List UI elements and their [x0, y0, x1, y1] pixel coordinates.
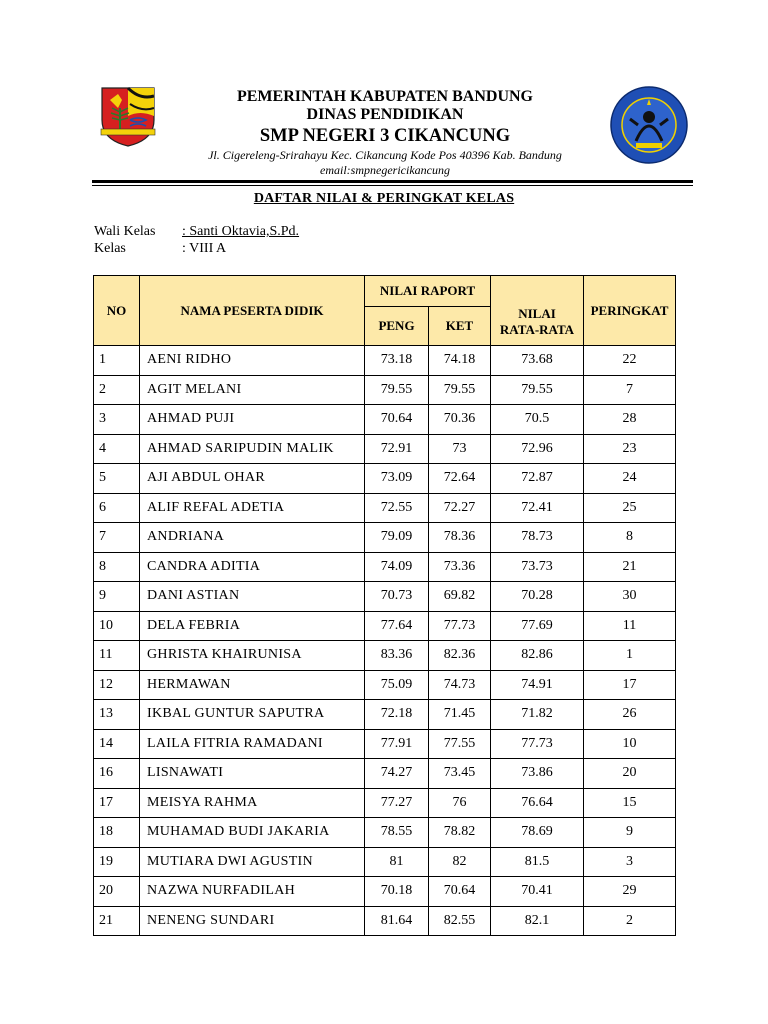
cell-no: 8: [94, 552, 140, 582]
cell-average: 72.87: [491, 464, 584, 494]
cell-peng: 70.73: [365, 582, 429, 612]
cell-ket: 82.36: [429, 641, 491, 671]
cell-student-name: AJI ABDUL OHAR: [140, 464, 365, 494]
table-row: [94, 788, 676, 818]
cell-student-name: GHRISTA KHAIRUNISA: [140, 641, 365, 671]
table-row: [94, 670, 676, 700]
homeroom-teacher-value: : Santi Oktavia,S.Pd.: [182, 224, 300, 239]
cell-average: 73.86: [491, 759, 584, 789]
cell-peng: 79.55: [365, 375, 429, 405]
cell-no: 4: [94, 434, 140, 464]
col-header-ket: KET: [429, 307, 491, 346]
table-row: [94, 493, 676, 523]
cell-student-name: DELA FEBRIA: [140, 611, 365, 641]
cell-rank: 17: [584, 670, 676, 700]
cell-rank: 1: [584, 641, 676, 671]
cell-no: 6: [94, 493, 140, 523]
homeroom-teacher-label: Wali Kelas: [94, 224, 156, 239]
cell-rank: 30: [584, 582, 676, 612]
class-row: [94, 241, 226, 257]
school-email: email:smpnegericikancung: [320, 163, 450, 177]
cell-ket: 77.73: [429, 611, 491, 641]
table-row: [94, 847, 676, 877]
cell-ket: 70.36: [429, 405, 491, 435]
cell-student-name: MUTIARA DWI AGUSTIN: [140, 847, 365, 877]
cell-no: 14: [94, 729, 140, 759]
col-header-rank: PERINGKAT: [584, 276, 676, 346]
school-address: Jl. Cigereleng-Srirahayu Kec. Cikancung Kode Pos 40396 Kab. Bandung: [208, 148, 562, 162]
cell-ket: 79.55: [429, 375, 491, 405]
cell-no: 12: [94, 670, 140, 700]
cell-rank: 22: [584, 346, 676, 376]
cell-ket: 74.18: [429, 346, 491, 376]
cell-no: 11: [94, 641, 140, 671]
table-row: [94, 582, 676, 612]
cell-student-name: AHMAD PUJI: [140, 405, 365, 435]
class-label: Kelas: [94, 241, 126, 256]
cell-no: 18: [94, 818, 140, 848]
cell-peng: 70.64: [365, 405, 429, 435]
cell-no: 5: [94, 464, 140, 494]
table-row: [94, 877, 676, 907]
col-header-average-line1: NILAI: [518, 305, 556, 321]
cell-student-name: CANDRA ADITIA: [140, 552, 365, 582]
cell-ket: 69.82: [429, 582, 491, 612]
col-header-name: NAMA PESERTA DIDIK: [140, 276, 365, 346]
cell-peng: 73.18: [365, 346, 429, 376]
cell-ket: 78.36: [429, 523, 491, 553]
cell-rank: 11: [584, 611, 676, 641]
government-name: PEMERINTAH KABUPATEN BANDUNG: [236, 88, 533, 105]
class-value: : VIII A: [182, 241, 227, 256]
cell-no: 16: [94, 759, 140, 789]
table-row: [94, 375, 676, 405]
letterhead: [130, 88, 640, 178]
cell-student-name: DANI ASTIAN: [140, 582, 365, 612]
cell-average: 73.68: [491, 346, 584, 376]
table-row: [94, 523, 676, 553]
cell-average: 77.73: [491, 729, 584, 759]
cell-average: 74.91: [491, 670, 584, 700]
cell-peng: 72.18: [365, 700, 429, 730]
cell-peng: 81.64: [365, 906, 429, 936]
col-header-nilai-raport: NILAI RAPORT: [365, 276, 491, 307]
cell-no: 17: [94, 788, 140, 818]
cell-rank: 7: [584, 375, 676, 405]
cell-peng: 74.09: [365, 552, 429, 582]
cell-no: 7: [94, 523, 140, 553]
table-row: [94, 759, 676, 789]
table-row: [94, 906, 676, 936]
cell-no: 10: [94, 611, 140, 641]
cell-student-name: ANDRIANA: [140, 523, 365, 553]
cell-student-name: HERMAWAN: [140, 670, 365, 700]
table-row: [94, 729, 676, 759]
cell-student-name: AHMAD SARIPUDIN MALIK: [140, 434, 365, 464]
col-header-average: [491, 276, 584, 346]
cell-average: 70.41: [491, 877, 584, 907]
cell-student-name: MUHAMAD BUDI JAKARIA: [140, 818, 365, 848]
table-row: [94, 818, 676, 848]
cell-average: 70.28: [491, 582, 584, 612]
cell-peng: 77.27: [365, 788, 429, 818]
table-row: [94, 641, 676, 671]
cell-rank: 3: [584, 847, 676, 877]
cell-rank: 10: [584, 729, 676, 759]
cell-student-name: AGIT MELANI: [140, 375, 365, 405]
cell-rank: 20: [584, 759, 676, 789]
school-name: SMP NEGERI 3 CIKANCUNG: [259, 126, 511, 146]
cell-ket: 72.27: [429, 493, 491, 523]
cell-average: 79.55: [491, 375, 584, 405]
cell-ket: 76: [429, 788, 491, 818]
cell-peng: 83.36: [365, 641, 429, 671]
cell-average: 82.86: [491, 641, 584, 671]
cell-rank: 21: [584, 552, 676, 582]
cell-average: 76.64: [491, 788, 584, 818]
cell-average: 77.69: [491, 611, 584, 641]
cell-no: 3: [94, 405, 140, 435]
agency-name: DINAS PENDIDIKAN: [306, 106, 464, 123]
cell-ket: 77.55: [429, 729, 491, 759]
cell-ket: 73: [429, 434, 491, 464]
cell-student-name: MEISYA RAHMA: [140, 788, 365, 818]
cell-rank: 23: [584, 434, 676, 464]
cell-peng: 72.91: [365, 434, 429, 464]
col-header-peng: PENG: [365, 307, 429, 346]
cell-peng: 72.55: [365, 493, 429, 523]
cell-student-name: LAILA FITRIA RAMADANI: [140, 729, 365, 759]
cell-average: 81.5: [491, 847, 584, 877]
cell-rank: 25: [584, 493, 676, 523]
cell-rank: 8: [584, 523, 676, 553]
cell-no: 2: [94, 375, 140, 405]
cell-peng: 77.64: [365, 611, 429, 641]
cell-average: 70.5: [491, 405, 584, 435]
cell-peng: 74.27: [365, 759, 429, 789]
cell-rank: 2: [584, 906, 676, 936]
letterhead-rule-thick: [92, 180, 693, 183]
homeroom-teacher-row: [94, 224, 299, 240]
cell-ket: 73.45: [429, 759, 491, 789]
cell-no: 20: [94, 877, 140, 907]
cell-average: 73.73: [491, 552, 584, 582]
cell-rank: 24: [584, 464, 676, 494]
cell-average: 78.73: [491, 523, 584, 553]
cell-peng: 78.55: [365, 818, 429, 848]
cell-ket: 73.36: [429, 552, 491, 582]
grades-table-body: [94, 346, 676, 936]
cell-ket: 78.82: [429, 818, 491, 848]
cell-average: 72.41: [491, 493, 584, 523]
cell-rank: 28: [584, 405, 676, 435]
cell-peng: 73.09: [365, 464, 429, 494]
cell-student-name: IKBAL GUNTUR SAPUTRA: [140, 700, 365, 730]
document-title: DAFTAR NILAI & PERINGKAT KELAS: [253, 191, 515, 206]
table-row: [94, 700, 676, 730]
col-header-average-line2: RATA-RATA: [499, 321, 575, 337]
table-row: [94, 346, 676, 376]
cell-ket: 72.64: [429, 464, 491, 494]
letterhead-rule-thin: [92, 185, 693, 186]
cell-rank: 15: [584, 788, 676, 818]
cell-no: 21: [94, 906, 140, 936]
cell-peng: 70.18: [365, 877, 429, 907]
cell-average: 78.69: [491, 818, 584, 848]
cell-rank: 9: [584, 818, 676, 848]
cell-average: 82.1: [491, 906, 584, 936]
grades-table: [93, 275, 676, 936]
cell-ket: 70.64: [429, 877, 491, 907]
cell-average: 71.82: [491, 700, 584, 730]
cell-student-name: NENENG SUNDARI: [140, 906, 365, 936]
cell-student-name: NAZWA NURFADILAH: [140, 877, 365, 907]
cell-student-name: ALIF REFAL ADETIA: [140, 493, 365, 523]
cell-ket: 74.73: [429, 670, 491, 700]
col-header-no: NO: [94, 276, 140, 346]
table-row: [94, 434, 676, 464]
cell-average: 72.96: [491, 434, 584, 464]
cell-student-name: LISNAWATI: [140, 759, 365, 789]
cell-peng: 79.09: [365, 523, 429, 553]
cell-ket: 82.55: [429, 906, 491, 936]
table-row: [94, 611, 676, 641]
cell-peng: 81: [365, 847, 429, 877]
cell-no: 19: [94, 847, 140, 877]
cell-ket: 71.45: [429, 700, 491, 730]
cell-no: 9: [94, 582, 140, 612]
cell-no: 13: [94, 700, 140, 730]
cell-no: 1: [94, 346, 140, 376]
cell-ket: 82: [429, 847, 491, 877]
cell-student-name: AENI RIDHO: [140, 346, 365, 376]
table-row: [94, 464, 676, 494]
cell-peng: 77.91: [365, 729, 429, 759]
cell-peng: 75.09: [365, 670, 429, 700]
cell-rank: 29: [584, 877, 676, 907]
table-row: [94, 552, 676, 582]
table-row: [94, 405, 676, 435]
cell-rank: 26: [584, 700, 676, 730]
